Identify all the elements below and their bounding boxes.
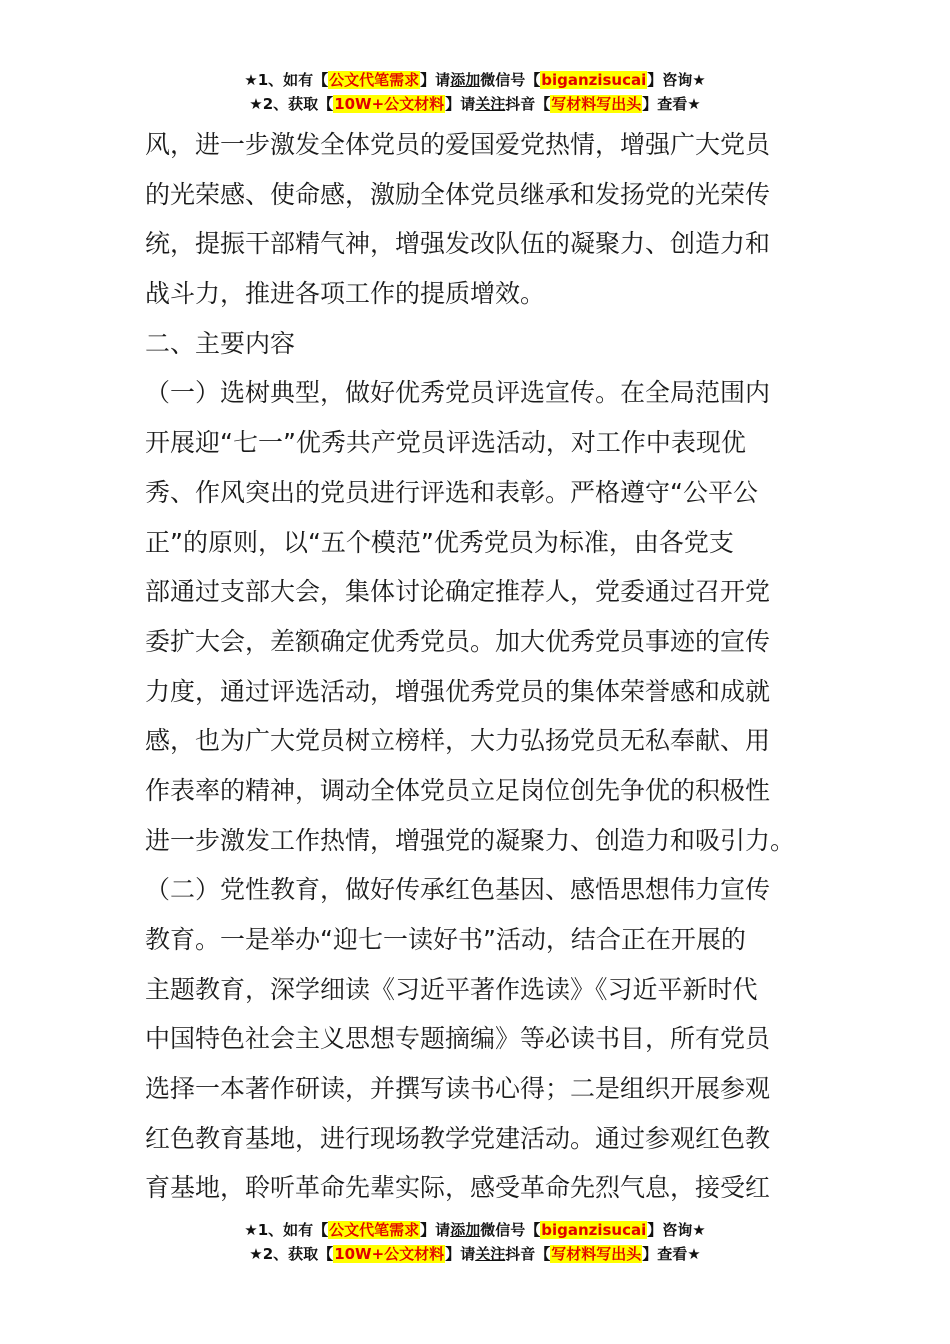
body-line: 秀、作风突出的党员进行评选和表彰。严格遵守“公平公 <box>145 477 758 507</box>
body-line: 的光荣感、使命感，激励全体党员继承和发扬党的光荣传 <box>145 179 771 209</box>
banner-text: 】请 <box>445 1245 476 1263</box>
body-line: 红色教育基地，进行现场教学党建活动。通过参观红色教 <box>145 1123 771 1153</box>
banner-line-1 <box>0 1218 950 1242</box>
banner-text: ★2、获取【 <box>249 95 334 113</box>
banner-text: 】查看★ <box>642 1245 701 1263</box>
footer-banner <box>0 1218 950 1266</box>
banner-highlight: 写材料写出头 <box>551 1245 642 1263</box>
body-line: 正”的原则，以“五个模范”优秀党员为标准，由各党支 <box>145 527 734 557</box>
banner-text: 】请 <box>420 1221 451 1239</box>
section-heading: 二、主要内容 <box>145 328 296 358</box>
banner-highlight: 公文代笔需求 <box>329 1221 420 1239</box>
body-line: 进一步激发工作热情，增强党的凝聚力、创造力和吸引力。 <box>145 825 796 855</box>
body-line: 主题教育，深学细读《习近平著作选读》《习近平新时代 <box>145 974 758 1004</box>
body-line: 统，提振干部精气神，增强发改队伍的凝聚力、创造力和 <box>145 229 771 259</box>
banner-highlight: 写材料写出头 <box>551 95 642 113</box>
banner-highlight: biganzisucai <box>541 1221 647 1239</box>
body-line: 教育。一是举办“迎七一读好书”活动，结合正在开展的 <box>145 925 746 954</box>
body-line: 风，进一步激发全体党员的爱国爱党热情，增强广大党员 <box>145 130 771 159</box>
banner-underlined: 关注 <box>475 95 506 113</box>
banner-underlined: 添加 <box>450 71 481 89</box>
body-line: 开展迎“七一”优秀共产党员评选活动，对工作中表现优 <box>145 428 746 458</box>
body-line: 战斗力，推进各项工作的提质增效。 <box>145 279 546 309</box>
banner-text: 微信号【 <box>480 71 541 89</box>
body-line: 部通过支部大会，集体讨论确定推荐人，党委通过召开党 <box>145 577 771 607</box>
banner-highlight: biganzisucai <box>541 71 647 89</box>
banner-text: ★1、如有【 <box>244 1221 329 1239</box>
banner-line-1 <box>0 68 950 92</box>
banner-text: 】请 <box>445 95 476 113</box>
banner-highlight: 公文代笔需求 <box>329 71 420 89</box>
banner-highlight: 10W+公文材料 <box>334 95 445 113</box>
banner-text: 抖音【 <box>505 95 551 113</box>
document-body <box>145 120 813 1213</box>
body-line: 委扩大会，差额确定优秀党员。加大优秀党员事迹的宣传 <box>145 626 771 656</box>
body-line: 感，也为广大党员树立榜样，大力弘扬党员无私奉献、用 <box>145 726 771 756</box>
banner-text: 抖音【 <box>505 1245 551 1263</box>
body-line: （二）党性教育，做好传承红色基因、感悟思想伟力宣传 <box>145 875 771 905</box>
body-line: （一）选树典型，做好优秀党员评选宣传。在全局范围内 <box>145 378 771 408</box>
body-line: 中国特色社会主义思想专题摘编》等必读书目，所有党员 <box>145 1024 771 1054</box>
banner-text: 】请 <box>420 71 451 89</box>
banner-line-2 <box>0 92 950 116</box>
body-line: 选择一本著作研读，并撰写读书心得；二是组织开展参观 <box>145 1074 771 1104</box>
banner-text: ★2、获取【 <box>249 1245 334 1263</box>
body-line: 作表率的精神，调动全体党员立足岗位创先争优的积极性 <box>145 775 771 805</box>
banner-line-2 <box>0 1242 950 1266</box>
banner-underlined: 添加 <box>450 1221 481 1239</box>
body-line: 力度，通过评选活动，增强优秀党员的集体荣誉感和成就 <box>145 676 771 706</box>
banner-text: 微信号【 <box>480 1221 541 1239</box>
banner-underlined: 关注 <box>475 1245 506 1263</box>
banner-text: 】咨询★ <box>647 1221 706 1239</box>
body-line: 育基地，聆听革命先辈实际，感受革命先烈气息，接受红 <box>145 1173 771 1203</box>
header-banner <box>0 68 950 116</box>
banner-text: 】查看★ <box>642 95 701 113</box>
banner-text: 】咨询★ <box>647 71 706 89</box>
banner-text: ★1、如有【 <box>244 71 329 89</box>
banner-highlight: 10W+公文材料 <box>334 1245 445 1263</box>
